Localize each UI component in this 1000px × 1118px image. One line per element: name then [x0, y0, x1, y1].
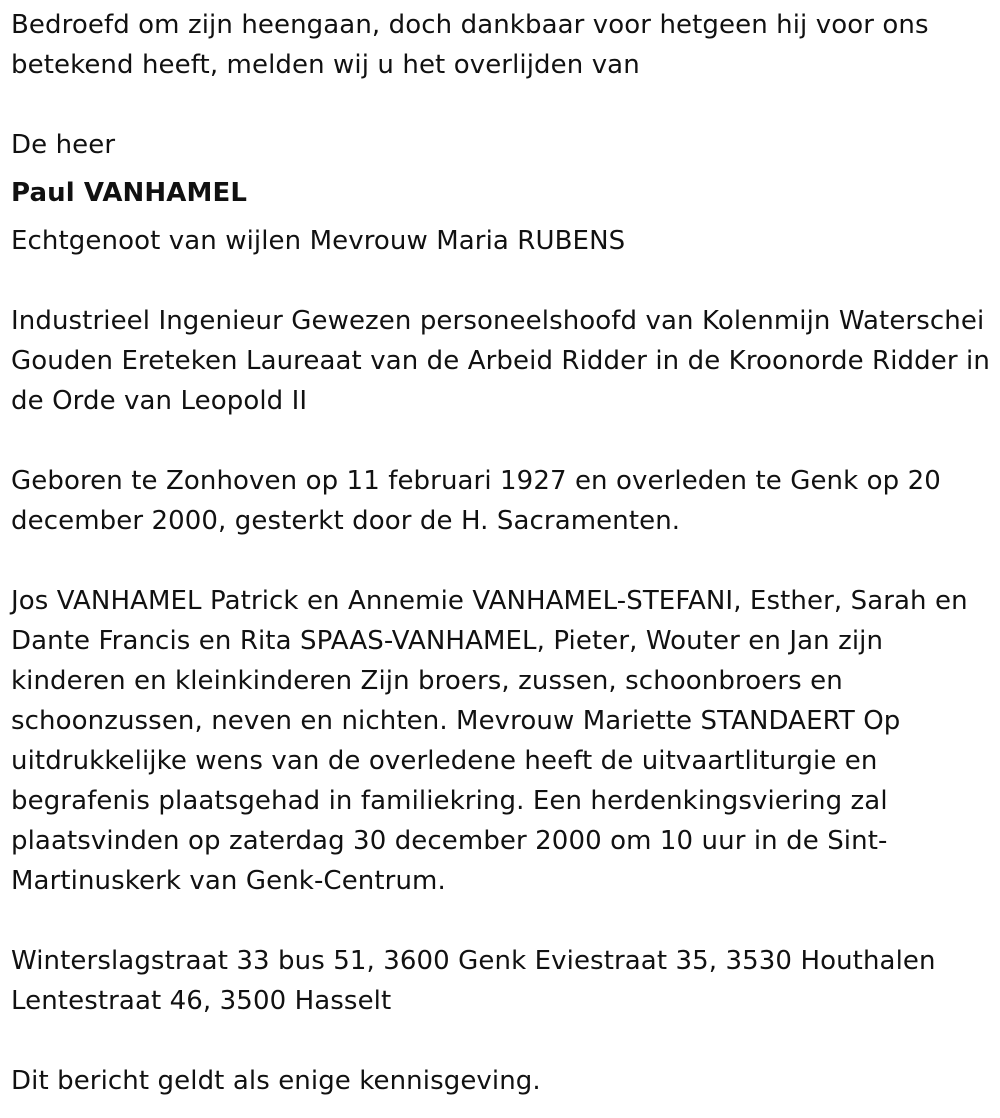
- titles-paragraph: Industrieel Ingenieur Gewezen personeelshoofd van Kolenmijn Waterschei Gouden Ereteken Laureaat van de Arbeid Ridder in de Kroonorde Ridder in de Orde van Leopold II: [11, 306, 990, 416]
- family-paragraph: Jos VANHAMEL Patrick en Annemie VANHAMEL-STEFANI, Esther, Sarah en Dante Francis en Rita SPAAS-VANHAMEL, Pieter, Wouter en Jan zijn kinderen en kleinkinderen Zijn broers, zussen, schoonbroers en schoonzussen, neven en nichten. Mevrouw Mariette STANDAERT Op uitdrukkelijke wens van de overledene heeft de uitvaartliturgie en begrafenis plaatsgehad in familiekring. Een herdenkingsviering zal plaatsvinden op zaterdag 30 december 2000 om 10 uur in de Sint-Martinuskerk van Genk-Centrum.: [11, 586, 968, 896]
- obituary-notice: [11, 5, 993, 1101]
- salutation: De heer: [11, 130, 116, 160]
- spouse-line: Echtgenoot van wijlen Mevrouw Maria RUBENS: [11, 226, 626, 256]
- deceased-name: Paul VANHAMEL: [11, 178, 247, 208]
- addresses-paragraph: Winterslagstraat 33 bus 51, 3600 Genk Eviestraat 35, 3530 Houthalen Lentestraat 46, 3500 Hasselt: [11, 946, 936, 1016]
- intro-paragraph: Bedroefd om zijn heengaan, doch dankbaar voor hetgeen hij voor ons betekend heeft, melden wij u het overlijden van: [11, 10, 929, 80]
- closing-line: Dit bericht geldt als enige kennisgeving.: [11, 1066, 541, 1096]
- birth-death-paragraph: Geboren te Zonhoven op 11 februari 1927 en overleden te Genk op 20 december 2000, gesterkt door de H. Sacramenten.: [11, 466, 941, 536]
